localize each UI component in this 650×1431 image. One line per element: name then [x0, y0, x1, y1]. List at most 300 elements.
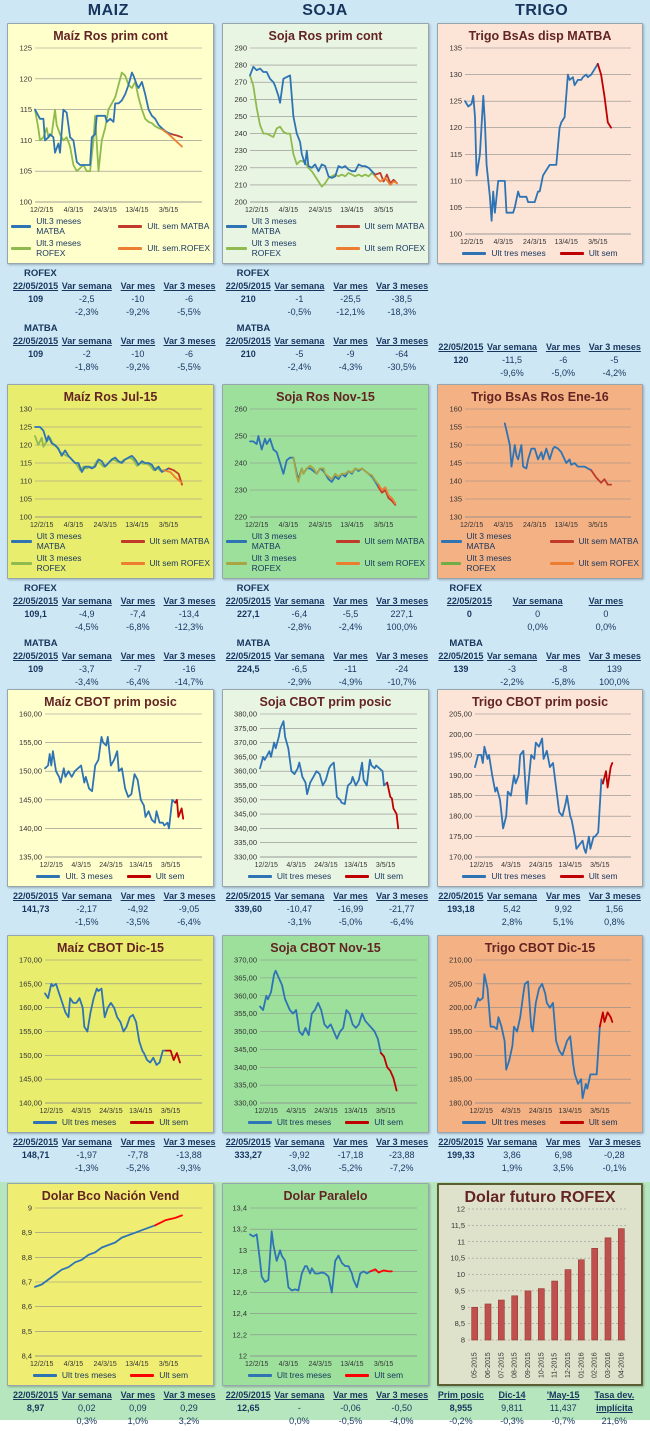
table-value-cell: -1: [295, 294, 304, 304]
data-table-block: [223, 637, 428, 689]
svg-text:08-2015: 08-2015: [511, 1352, 519, 1378]
legend-line-swatch: [11, 247, 31, 250]
svg-text:06-2015: 06-2015: [485, 1352, 492, 1378]
legend-item: [118, 221, 210, 231]
table-value-cell: 0,09: [129, 1403, 147, 1413]
svg-text:260: 260: [234, 94, 247, 104]
svg-text:3/5/15: 3/5/15: [373, 1361, 394, 1368]
svg-text:360,00: 360,00: [234, 766, 257, 776]
legend-line-swatch: [462, 252, 486, 255]
table-value-cell: -7,4: [130, 609, 146, 619]
svg-text:160,00: 160,00: [19, 709, 42, 719]
svg-text:115: 115: [450, 149, 462, 159]
table-value-cell: 224,5: [236, 664, 260, 674]
legend-item: [462, 248, 545, 258]
table-header-cell: 22/05/2015: [438, 1137, 484, 1147]
legend-item: [130, 1117, 188, 1127]
data-table-block: [223, 890, 428, 929]
table-value-cell: [435, 676, 486, 689]
chart-panel-maiz-cbot-dic15[interactable]: [7, 935, 214, 1133]
table-header-cell: Var mes: [588, 596, 624, 606]
legend-label: Ult sem ROFEX: [364, 243, 425, 253]
table-value-cell: -3,0%: [287, 1163, 312, 1173]
svg-text:24/3/15: 24/3/15: [523, 239, 547, 246]
table-value-cell: 0: [603, 609, 609, 619]
svg-text:200,00: 200,00: [449, 1003, 472, 1013]
svg-text:230: 230: [234, 485, 247, 495]
table-value-cell: [223, 916, 274, 929]
table-value-cell: [10, 306, 61, 319]
series-line: [162, 129, 182, 146]
table-header-cell: Var mes: [333, 281, 368, 291]
svg-text:165,00: 165,00: [19, 979, 42, 989]
svg-text:12/2/15: 12/2/15: [459, 239, 484, 246]
chart-panel-trigo-cbot-dic15[interactable]: [437, 935, 643, 1133]
table-value-cell: [10, 676, 61, 689]
table-header-cell: 22/05/2015: [225, 1137, 271, 1147]
legend-label: Ult tres meses: [491, 1117, 546, 1127]
table-value-cell: -2: [82, 349, 91, 359]
chart-panel-soja-cbot-prim[interactable]: [222, 689, 429, 887]
chart-title: Trigo CBOT prim posic: [471, 695, 609, 709]
svg-text:240: 240: [234, 129, 247, 139]
chart-panel-trigo-bsas-disp-matba[interactable]: [437, 23, 643, 264]
table-value-cell: -3,4%: [74, 677, 99, 687]
table-value-cell: -0,1%: [602, 1163, 627, 1173]
legend-label: Ult 3 meses ROFEX: [36, 553, 82, 573]
data-table-block: [223, 1389, 428, 1428]
table-value-cell: -1,3%: [74, 1163, 99, 1173]
svg-text:175,00: 175,00: [449, 832, 472, 842]
table-market-label: MATBA: [24, 638, 58, 649]
svg-text:12/2/15: 12/2/15: [39, 1108, 63, 1115]
table-value-cell: -10,7%: [387, 677, 416, 687]
table-value-cell: -9,92: [289, 1150, 310, 1160]
table-value-cell: -4,2%: [602, 368, 627, 378]
table-value-cell: -6: [185, 294, 194, 304]
line-chart: [441, 956, 639, 1116]
svg-text:125: 125: [19, 422, 32, 432]
table-row-1: [0, 265, 650, 383]
table-header-cell: Var mes: [120, 1390, 156, 1400]
svg-text:24/3/15: 24/3/15: [314, 1108, 338, 1115]
svg-text:145,00: 145,00: [19, 795, 42, 805]
table-header-cell: Var semana: [274, 281, 325, 291]
legend-item: [550, 536, 639, 546]
svg-text:12/2/15: 12/2/15: [459, 522, 484, 529]
table-value-cell: -6,5: [291, 664, 308, 674]
table-value-cell: 193,18: [447, 904, 475, 914]
chart-title: Soja CBOT prim posic: [259, 695, 392, 709]
chart-row-1: [0, 22, 650, 265]
table-value-cell: -9,6%: [500, 368, 524, 378]
chart-panel-maiz-ros-jul15[interactable]: [7, 384, 214, 579]
svg-text:350,00: 350,00: [234, 795, 257, 805]
chart-panel-dolar-bna-vend[interactable]: [7, 1183, 214, 1386]
legend-item: [11, 553, 103, 573]
table-market-label: MATBA: [236, 638, 271, 649]
table-header-cell: Var 3 meses: [588, 342, 641, 352]
legend-label: Ult sem: [588, 248, 618, 258]
chart-title: Maíz Ros prim cont: [53, 29, 168, 43]
plot-area: [442, 1205, 638, 1382]
svg-text:3/5/15: 3/5/15: [588, 239, 608, 246]
svg-text:365,00: 365,00: [234, 973, 257, 983]
svg-text:24/3/15: 24/3/15: [93, 207, 117, 214]
svg-text:375,00: 375,00: [234, 723, 257, 733]
table-value-cell: 8,955: [449, 1403, 473, 1413]
legend-label: Ult tres meses: [61, 1370, 117, 1380]
legend-item: [441, 531, 532, 551]
legend-line-swatch: [11, 562, 32, 565]
table-value-cell: 0,02: [77, 1403, 96, 1413]
legend-line-swatch: [118, 225, 142, 228]
chart-panel-trigo-cbot-prim[interactable]: [437, 689, 643, 887]
table-value-cell: 6,98: [554, 1150, 572, 1160]
table-value-cell: -12,1%: [336, 307, 365, 317]
legend-line-swatch: [336, 562, 360, 565]
legend-item: [336, 221, 425, 231]
table-value-cell: -3,5%: [126, 917, 150, 927]
table-row-2: [0, 580, 650, 688]
chart-legend: [226, 530, 425, 576]
svg-text:125: 125: [449, 96, 462, 106]
table-value-cell: [10, 361, 61, 374]
line-chart: [11, 710, 210, 870]
svg-text:110: 110: [20, 135, 32, 145]
line-chart: [226, 405, 425, 530]
table-value-cell: -0,06: [340, 1403, 361, 1413]
table-value-cell: [223, 676, 274, 689]
table-value-cell: 1,9%: [501, 1163, 523, 1173]
legend-line-swatch: [36, 875, 60, 878]
legend-item: [226, 216, 318, 236]
table-value-cell: -13,88: [176, 1150, 202, 1160]
chart-title: Soja Ros prim cont: [268, 29, 383, 43]
table-header-cell: Var mes: [333, 336, 368, 346]
legend-item: [560, 871, 618, 881]
legend-line-swatch: [248, 1121, 272, 1124]
svg-text:13,4: 13,4: [232, 1203, 247, 1213]
data-table-block: [435, 1389, 640, 1428]
chart-panel-trigo-bsas-ros-ene16[interactable]: [437, 384, 643, 579]
legend-item: [11, 531, 103, 551]
data-table-block: [10, 1136, 215, 1175]
table-header-cell: Var mes: [120, 336, 156, 346]
table-value-cell: -5,2%: [126, 1163, 150, 1173]
plot-area: [11, 956, 210, 1116]
svg-text:13: 13: [238, 1245, 247, 1255]
chart-row-5: [0, 1182, 650, 1387]
table-value-cell: 9,811: [501, 1403, 523, 1413]
column-header-soja: SOJA: [302, 2, 348, 19]
legend-line-swatch: [345, 875, 369, 878]
chart-panel-maiz-cbot-prim[interactable]: [7, 689, 214, 887]
chart-title: Dolar futuro ROFEX: [464, 1189, 616, 1206]
table-value-cell: 227,1: [236, 609, 260, 619]
svg-text:155: 155: [449, 422, 462, 432]
table-header-cell: Dic-14: [498, 1390, 526, 1400]
table-value-cell: -7,2%: [389, 1163, 414, 1173]
chart-legend: [11, 530, 210, 576]
column-header-trigo: TRIGO: [515, 2, 569, 19]
chart-panel-dolar-paralelo[interactable]: [222, 1183, 429, 1386]
table-value-cell: -23,88: [388, 1150, 415, 1160]
svg-text:155,00: 155,00: [19, 738, 42, 748]
table-value-cell: 21,6%: [601, 1416, 628, 1426]
svg-text:185,00: 185,00: [449, 1074, 472, 1084]
svg-text:180,00: 180,00: [449, 1098, 472, 1108]
chart-title: Trigo CBOT Dic-15: [484, 941, 596, 955]
table-group-maiz-jul15: [10, 582, 215, 692]
svg-text:24/3/15: 24/3/15: [99, 1108, 123, 1115]
table-group-trigo-disp: [435, 267, 640, 383]
data-table-block: [223, 582, 428, 634]
series-line: [475, 974, 600, 1098]
table-header-cell: Var 3 meses: [376, 891, 429, 901]
table-header-cell: Tasa dev.: [594, 1390, 635, 1400]
series-line: [250, 67, 375, 178]
svg-text:24/3/15: 24/3/15: [308, 1361, 332, 1368]
svg-text:105: 105: [449, 202, 462, 212]
table-value-cell: 148,71: [21, 1150, 50, 1160]
svg-text:3/5/15: 3/5/15: [373, 207, 394, 214]
column-headers: [0, 0, 650, 22]
svg-text:4/3/15: 4/3/15: [278, 522, 299, 529]
legend-item: [336, 558, 425, 568]
svg-text:365,00: 365,00: [234, 752, 257, 762]
chart-panel-soja-ros-prim-cont[interactable]: [222, 23, 429, 264]
table-header-cell: Var 3 meses: [376, 1390, 429, 1400]
svg-text:3/5/15: 3/5/15: [373, 522, 394, 529]
table-value-cell: -5: [295, 349, 304, 359]
table-group-soja-cbot-prim: [223, 890, 428, 934]
table-value-cell: -6: [185, 349, 194, 359]
table-group-maiz-cbot-dic15: [10, 1136, 215, 1182]
svg-text:4/3/15: 4/3/15: [493, 239, 513, 246]
table-header-cell: Var 3 meses: [588, 651, 641, 661]
table-value-cell: 1,56: [605, 904, 624, 914]
data-table: [223, 1389, 428, 1428]
series-line: [172, 134, 182, 137]
plot-area: [441, 405, 639, 530]
svg-text:3/5/15: 3/5/15: [590, 1108, 610, 1115]
series-line: [293, 458, 378, 485]
svg-text:3/5/15: 3/5/15: [588, 522, 608, 529]
svg-text:4/3/15: 4/3/15: [501, 862, 521, 869]
table-header-cell: 22/05/2015: [225, 651, 271, 661]
legend-line-swatch: [248, 1374, 272, 1377]
data-table-block: [435, 341, 640, 380]
svg-text:135: 135: [449, 43, 462, 53]
svg-text:335,00: 335,00: [234, 1080, 257, 1090]
data-table: [223, 650, 428, 689]
svg-text:3/5/15: 3/5/15: [158, 1361, 179, 1368]
legend-item: [118, 243, 210, 253]
legend-item: [441, 553, 532, 573]
svg-text:4/3/15: 4/3/15: [286, 1108, 306, 1115]
table-header-cell: Var mes: [120, 891, 156, 901]
line-chart: [226, 710, 425, 870]
legend-item: [462, 1117, 545, 1127]
table-value-cell: -3,7: [78, 664, 95, 674]
table-value-cell: 227,1: [390, 609, 413, 619]
table-value-cell: 12,65: [236, 1403, 260, 1413]
table-header-cell: Var 3 meses: [588, 1137, 641, 1147]
svg-text:12,2: 12,2: [232, 1330, 247, 1340]
table-value-cell: [435, 916, 486, 929]
svg-text:3/5/15: 3/5/15: [375, 862, 396, 869]
table-value-cell: [10, 1162, 61, 1175]
data-table-block: [435, 582, 640, 634]
table-group-soja-nov15: [223, 582, 428, 692]
svg-text:12/2/15: 12/2/15: [469, 1108, 493, 1115]
chart-panel-maiz-ros-prim-cont[interactable]: [7, 23, 214, 264]
svg-text:140,00: 140,00: [19, 823, 42, 833]
chart-panel-soja-ros-nov15[interactable]: [222, 384, 429, 579]
chart-panel-soja-cbot-nov15[interactable]: [222, 935, 429, 1133]
table-header-cell: Var semana: [487, 1137, 538, 1147]
table-value-cell: -0,50: [391, 1403, 412, 1413]
chart-panel-dolar-futuro-rofex[interactable]: [437, 1183, 643, 1386]
svg-text:350,00: 350,00: [234, 1027, 257, 1036]
plot-area: [11, 405, 210, 530]
table-header-cell: Var mes: [120, 596, 156, 606]
table-value-cell: 210: [240, 294, 256, 304]
legend-line-swatch: [441, 562, 461, 565]
table-value-cell: -5: [610, 355, 619, 365]
svg-text:120: 120: [449, 123, 462, 133]
data-table: [10, 1136, 215, 1175]
svg-text:4/3/15: 4/3/15: [63, 207, 84, 214]
table-value-cell: 0: [535, 609, 541, 619]
table-value-cell: -10: [131, 349, 145, 359]
legend-item: [336, 243, 425, 253]
legend-item: [130, 1370, 188, 1380]
table-market-label: ROFEX: [236, 268, 270, 279]
plot-area: [226, 956, 425, 1116]
data-table: [223, 335, 428, 374]
svg-text:8,9: 8,9: [21, 1228, 32, 1238]
table-value-cell: -2,4%: [338, 622, 363, 632]
table-value-cell: 0,3%: [76, 1416, 97, 1426]
table-row-4: [0, 1134, 650, 1182]
svg-text:195,00: 195,00: [449, 1027, 472, 1036]
series-line: [591, 470, 611, 484]
svg-text:4/3/15: 4/3/15: [71, 1108, 91, 1115]
legend-line-swatch: [462, 1121, 486, 1124]
table-value-cell: -4,9%: [338, 677, 363, 687]
svg-text:13/4/15: 13/4/15: [558, 862, 582, 869]
table-value-cell: 139: [606, 664, 622, 674]
table-value-cell: -3,1%: [287, 917, 312, 927]
svg-text:280: 280: [234, 60, 247, 70]
legend-item: [248, 1117, 331, 1127]
legend-line-swatch: [336, 540, 360, 543]
legend-label: Ult sem ROFEX: [149, 558, 210, 568]
data-table: [10, 1389, 215, 1428]
svg-text:07-2015: 07-2015: [498, 1352, 506, 1378]
table-value-cell: 2,8%: [501, 917, 523, 927]
table-value-cell: -9: [346, 349, 355, 359]
table-header-cell: Var mes: [333, 1390, 368, 1400]
svg-text:12,6: 12,6: [232, 1288, 247, 1298]
table-value-cell: 5,42: [503, 904, 521, 914]
table-header-cell: Var mes: [545, 891, 581, 901]
legend-line-swatch: [226, 247, 247, 250]
table-header-cell: Var semana: [274, 596, 325, 606]
table-group-soja-prim: [223, 267, 428, 383]
legend-line-swatch: [33, 1121, 57, 1124]
svg-text:110: 110: [450, 176, 462, 186]
svg-text:220: 220: [234, 163, 247, 173]
line-chart: [441, 405, 639, 530]
legend-label: Ult 3 meses ROFEX: [251, 553, 297, 573]
svg-text:3/5/15: 3/5/15: [158, 522, 179, 529]
svg-text:13/4/15: 13/4/15: [129, 862, 153, 869]
table-value-cell: [223, 361, 274, 374]
table-value-cell: -11: [344, 664, 357, 674]
table-header-cell: Var 3 meses: [163, 1137, 216, 1147]
legend-item: [33, 1370, 116, 1380]
svg-text:345,00: 345,00: [234, 809, 257, 819]
table-header-cell: Var semana: [487, 342, 538, 352]
table-value-cell: implícita: [596, 1403, 633, 1413]
svg-text:24/3/15: 24/3/15: [308, 207, 332, 214]
svg-text:3/5/15: 3/5/15: [160, 1108, 181, 1115]
chart-title: Maíz CBOT Dic-15: [57, 941, 164, 955]
table-header-cell: Var 3 meses: [376, 651, 429, 661]
legend-label: Ult sem ROFEX: [364, 558, 425, 568]
legend-line-swatch: [560, 875, 584, 878]
table-value-cell: -2,4%: [287, 362, 312, 372]
legend-label: Ult sem MATBA: [364, 536, 425, 546]
chart-title: Maíz CBOT prim posic: [44, 695, 177, 709]
svg-text:24/3/15: 24/3/15: [93, 1361, 117, 1368]
table-group-soja-cbot-nov15: [223, 1136, 428, 1182]
line-chart: [11, 405, 210, 530]
data-table: [223, 890, 428, 929]
table-header-cell: Var semana: [274, 336, 325, 346]
chart-title: Maíz Ros Jul-15: [63, 390, 158, 404]
table-header-cell: Var 3 meses: [163, 336, 216, 346]
svg-text:12/2/15: 12/2/15: [30, 207, 54, 214]
table-header-cell: Var semana: [512, 596, 563, 606]
legend-label: Ult 3 meses MATBA: [466, 531, 512, 551]
svg-text:12/2/15: 12/2/15: [30, 1361, 54, 1368]
svg-text:8,7: 8,7: [21, 1277, 32, 1287]
svg-text:4/3/15: 4/3/15: [278, 1361, 299, 1368]
svg-text:205,00: 205,00: [449, 709, 472, 719]
svg-text:12/2/15: 12/2/15: [30, 522, 54, 529]
legend-line-swatch: [121, 540, 145, 543]
legend-item: [345, 871, 403, 881]
table-value-cell: 333,27: [234, 1150, 262, 1160]
table-value-cell: -0,5%: [338, 1416, 363, 1426]
chart-legend: [441, 530, 639, 576]
table-header-cell: Var 3 meses: [588, 891, 641, 901]
svg-text:10,5: 10,5: [450, 1253, 465, 1263]
table-value-cell: -25,5: [340, 294, 361, 304]
legend-line-swatch: [11, 225, 31, 228]
svg-text:12/2/15: 12/2/15: [245, 207, 269, 214]
svg-text:200,00: 200,00: [449, 729, 472, 739]
svg-text:9: 9: [27, 1203, 32, 1213]
series-line: [35, 436, 164, 471]
svg-text:4/3/15: 4/3/15: [63, 522, 84, 529]
svg-text:8,5: 8,5: [454, 1319, 465, 1329]
svg-text:260: 260: [234, 404, 247, 414]
